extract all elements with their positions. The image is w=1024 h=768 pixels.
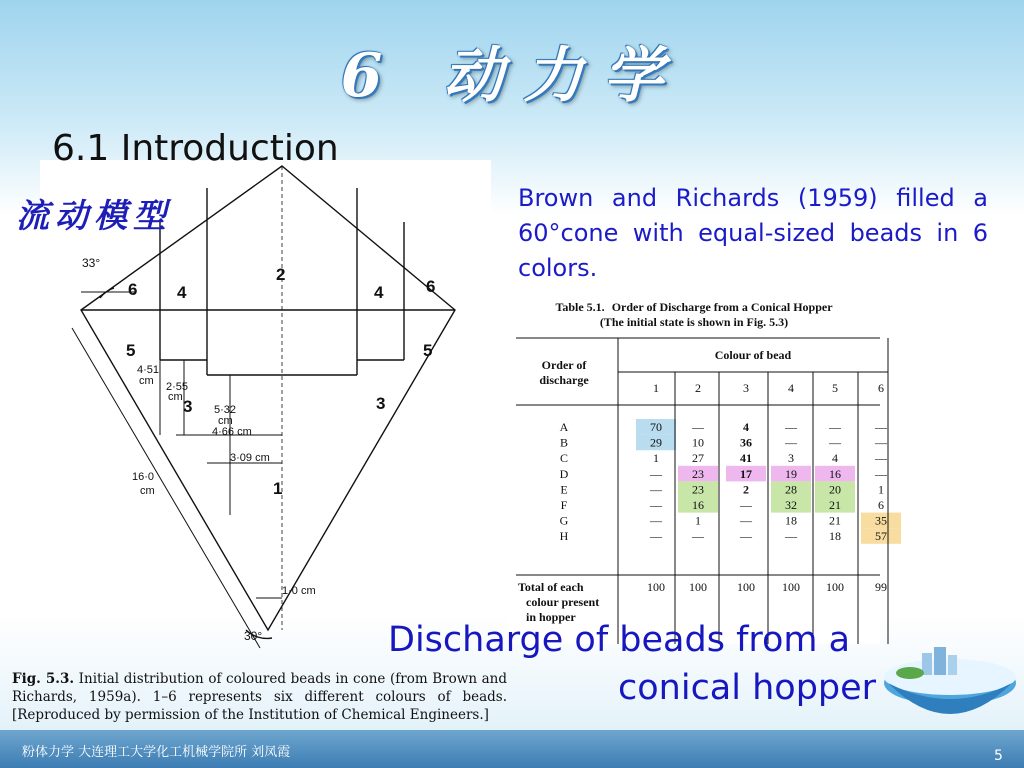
table-cell: —: [692, 529, 704, 544]
header-order-2: discharge: [539, 373, 589, 387]
dim-label: 5·32: [214, 404, 237, 416]
table-cell: 17: [740, 466, 752, 481]
zone-label: 3: [183, 397, 193, 416]
total-row-label: colour present: [526, 595, 600, 609]
row-label: F: [560, 498, 568, 512]
zone-label: 6: [426, 277, 436, 296]
table-cell: 29: [650, 435, 662, 450]
table-cell: —: [650, 482, 662, 497]
row-label: B: [559, 435, 569, 450]
colour-col-header: 2: [695, 381, 701, 395]
table-title: Order of Discharge from a Conical Hopper: [611, 300, 833, 314]
colour-col-header: 3: [743, 381, 749, 395]
total-cell: 100: [826, 580, 844, 594]
table-cell: 19: [785, 466, 797, 481]
table-cell: 18: [829, 529, 841, 544]
dim-label: 2·55: [166, 381, 189, 393]
table-cell: 35: [875, 513, 887, 528]
table-cell: 70: [650, 420, 662, 434]
dim-label: 3·09 cm: [230, 452, 270, 464]
table-cell: 21: [829, 498, 841, 512]
table-cell: —: [650, 513, 662, 528]
table-cell: —: [740, 513, 752, 528]
row-label: D: [559, 466, 569, 481]
table-cell: —: [829, 420, 841, 434]
dim-label: cm: [139, 375, 154, 387]
svg-text:Table 5.1. Order of Discha: [555, 300, 833, 314]
table-cell: —: [785, 435, 797, 450]
flow-model-label: 流动模型: [16, 196, 172, 235]
row-label: C: [559, 451, 569, 466]
table-cell: 2: [743, 482, 749, 497]
table-cell: 28: [785, 482, 797, 497]
table-cell: —: [785, 529, 797, 544]
table-cell: 4: [832, 451, 838, 466]
table-cell: 41: [740, 451, 752, 466]
dim-label: 16·0: [132, 471, 155, 483]
dim-label: cm: [168, 391, 183, 403]
zone-label: 2: [276, 265, 286, 284]
table-cell: 10: [692, 435, 704, 450]
intro-text: Brown and Richards (1959) filled a 60°cone with equal-sized beads in 6 colors.: [518, 184, 988, 282]
globe-logo-icon: [880, 645, 1020, 730]
table-cell: —: [692, 420, 704, 434]
footer-text: 粉体力学 大连理工大学化工机械学院所 刘凤霞: [22, 745, 291, 760]
table-cell: 6: [878, 498, 884, 512]
table-cell: 16: [829, 466, 841, 481]
section-heading: 6.1 Introduction: [52, 128, 339, 169]
table-cell: 21: [829, 513, 841, 528]
table-cell: 23: [692, 482, 704, 497]
table-cell: 1: [878, 482, 884, 497]
header-order-1: Order of: [541, 358, 587, 372]
zone-label: 4: [177, 283, 187, 302]
zone-label: 1: [273, 479, 283, 498]
total-row-label: in hopper: [526, 610, 576, 624]
slide-title: 6 动力学: [340, 41, 684, 111]
total-cell: 99: [875, 580, 887, 594]
angle-arc-top: [100, 288, 114, 298]
table-cell: 20: [829, 482, 841, 497]
table-cell: 32: [785, 498, 797, 512]
row-label: E: [560, 482, 568, 497]
table-cell: —: [740, 498, 752, 512]
dim-label: 1·0 cm: [282, 585, 316, 597]
table-cell: —: [650, 498, 662, 512]
zone-label: 5: [126, 341, 136, 360]
zone-label: 6: [128, 280, 138, 299]
discharge-caption-line1: Discharge of beads from a: [388, 620, 851, 660]
table-cell: 1: [695, 513, 701, 528]
table-cell: 1: [653, 451, 659, 466]
table-subtitle: (The initial state is shown in Fig. 5.3): [599, 315, 789, 329]
table-cell: —: [650, 466, 662, 481]
discharge-caption-line2: conical hopper: [618, 668, 877, 708]
discharge-table: [508, 289, 887, 644]
table-cell: 16: [692, 498, 704, 512]
total-cell: 100: [737, 580, 755, 594]
table-cell: —: [785, 420, 797, 434]
colour-col-header: 1: [653, 381, 659, 395]
table-cell: 36: [740, 435, 752, 450]
total-row-label: Total of each: [518, 580, 584, 594]
total-cell: 100: [782, 580, 800, 594]
dim-label: cm: [218, 415, 233, 427]
total-cell: 100: [647, 580, 665, 594]
angle-bottom-label: 30°: [244, 629, 263, 643]
colour-col-header: 4: [788, 381, 794, 395]
table-title-prefix: Table 5.1.: [555, 300, 605, 314]
page-number: 5: [994, 748, 1003, 764]
row-label: H: [559, 529, 569, 544]
table-cell: —: [829, 435, 841, 450]
angle-top-label: 33°: [82, 256, 101, 270]
dim-label: 4·51: [137, 364, 160, 376]
total-cell: 100: [689, 580, 707, 594]
figure-caption: [12, 670, 507, 724]
figure-caption-prefix: Fig. 5.3.: [12, 671, 75, 687]
table-cell: —: [650, 529, 662, 544]
table-cell: 18: [785, 513, 797, 528]
table-cell: —: [740, 529, 752, 544]
zone-label: 5: [423, 341, 433, 360]
table-cell: —: [875, 420, 887, 434]
table-cell: 3: [788, 451, 794, 466]
zone-label: 4: [374, 283, 384, 302]
table-cell: 27: [692, 451, 704, 466]
table-cell: 23: [692, 466, 704, 481]
table-cell: —: [875, 435, 887, 450]
row-label: A: [559, 420, 569, 434]
table-cell: 4: [743, 420, 749, 434]
dim-label: cm: [140, 485, 155, 497]
table-cell: —: [875, 466, 887, 481]
table-cell: 57: [875, 529, 887, 544]
row-label: G: [559, 513, 569, 528]
colour-col-header: 5: [832, 381, 838, 395]
colour-col-header: 6: [878, 381, 884, 395]
header-colour: Colour of bead: [714, 348, 792, 362]
dim-label: 4·66 cm: [212, 426, 252, 438]
dim-line-16: [72, 328, 263, 648]
figure-caption-text: Initial distribution of coloured beads in cone (from Brown and Richards, 1959a). 1–6 represents six different colours of beads. [Reproduced by permission of the Institution of Chemical Engineers.]: [12, 671, 507, 723]
table-cell: —: [875, 451, 887, 466]
zone-label: 3: [376, 394, 386, 413]
